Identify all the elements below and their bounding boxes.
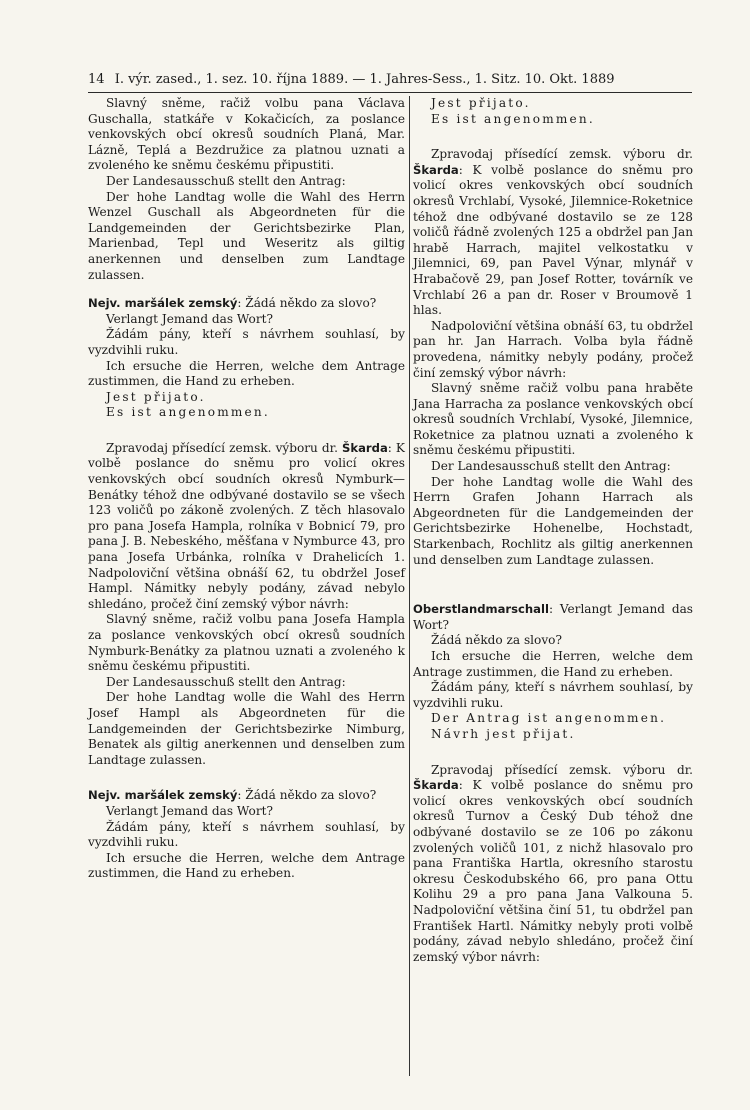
speech-text: : K volbě poslance do sněmu pro volicí okres venkovských obcí soudních okresů Nymburk—Benátky téhož dne odbývané dostavilo se se všech 123 voličů po zákoně zvolených. Z těch hlasovalo pro pana Josefa Hampla, rolníka v Bobnicí 79, pro pana J. B. Nebeského, měšťana v Nymburce 43, pro pana Josefa Urbánka, rolníka v Drahelicích 1. Nadpoloviční většina obnáší 62, tu obdržel Josef Hampl. Námitky nebyly podány, závad nebylo shledáno, pročež činí zemský výbor návrh: (88, 440, 405, 611)
paragraph: Verlangt Jemand das Wort? (106, 311, 273, 326)
paragraph: Der hohe Landtag wolle die Wahl des Herrn Josef Hampl als Abgeordneten für die Landgemeinden der Gerichtsbezirke Nimburg, Benatek als giltig anerkennen und denselben zum Landtage zulassen. (88, 690, 405, 767)
speaker-name: Škarda (342, 440, 388, 455)
speaker-paragraph (88, 788, 405, 804)
paragraph: Ich ersuche die Herren, welche dem Antrage zustimmen, die Hand zu erheben. (88, 850, 405, 881)
speaker-paragraph (88, 296, 405, 312)
paragraph: Der Landesausschuß stellt den Antrag: (106, 674, 346, 689)
right-column (413, 96, 693, 965)
paragraph: Verlangt Jemand das Wort? (106, 803, 273, 818)
page-header (88, 70, 692, 93)
paragraph: Es ist angenommen. (431, 111, 595, 126)
speech-text: : Žádá někdo za slovo? (237, 788, 377, 803)
left-column (88, 96, 405, 882)
speech-text: : Žádá někdo za slovo? (237, 296, 377, 311)
paragraph: Es ist angenommen. (106, 405, 270, 420)
paragraph: Jest přijato. (106, 389, 206, 404)
paragraph: Žádám pány, kteří s návrhem souhlasí, by vyzdvihli ruku. (413, 680, 693, 710)
paragraph: Žádám pány, kteří s návrhem souhlasí, by vyzdvihli ruku. (88, 819, 405, 850)
paragraph: Slavný sněme, račiž volbu pana Josefa Hampla za poslance venkovských obcí okresů soudních Nymburk-Benátky za platnou uznati a zvoleného k sněmu českému připustiti. (88, 612, 405, 674)
paragraph: Ich ersuche die Herren, welche dem Antrage zustimmen, die Hand zu erheben. (88, 358, 405, 389)
page-number: 14 (88, 72, 105, 87)
paragraph: Der Landesausschuß stellt den Antrag: (106, 173, 346, 188)
speaker-paragraph (413, 602, 693, 633)
reporter-intro: Zpravodaj přísedící zemsk. výboru dr. (431, 147, 693, 162)
column-divider (409, 96, 410, 1076)
speech-text: : K volbě poslance do sněmu pro volicí okres venkovských obcí soudních okresů Turnov a Český Dub téhož dne odbývané dostavilo se ze 106 po zákonu zvolených voličů 101, z nichž hlasovalo pro pana Františka Hartla, okresního starostu okresu Českodubského 66, pro pana Ottu Kolihu 29 a pro pana Jana Valkouna 5. Nadpoloviční většina činí 51, tu obdržel pan František Hartl. Námitky nebyly proti volbě podány, závad nebylo shledáno, pročež činí zemský výbor návrh: (413, 778, 693, 964)
reporter-paragraph (413, 147, 693, 319)
speaker-name: Škarda (413, 778, 459, 793)
paragraph: Ich ersuche die Herren, welche dem Antrage zustimmen, die Hand zu erheben. (413, 649, 693, 679)
speaker-name: Škarda (413, 162, 459, 177)
paragraph: Jest přijato. (431, 96, 531, 110)
paragraph: Der hohe Landtag wolle die Wahl des Herrn Wenzel Guschall als Abgeordneten für die Landgemeinden der Gerichtsbezirke Plan, Marienbad, Tepl und Weseritz als giltig anerkennen und denselben zum Landtage zulassen. (88, 189, 405, 282)
paragraph: Slavný sněme, račiž volbu pana Václava Guschalla, statkáře v Kokačicích, za poslance venkovských obcí okresů soudních Planá, Mar. Lázně, Teplá a Bezdružice za platnou uznati a zvoleného ke sněmu českému připustiti. (88, 96, 405, 173)
paragraph: Slavný sněme račiž volbu pana hraběte Jana Harracha za poslance venkovských obcí okresů soudních Vrchlabí, Vysoké, Jilemnice, Roketnice za platnou uznati a zvoleného k sněmu českému připustiti. (413, 381, 693, 458)
reporter-intro: Zpravodaj přísedící zemsk. výboru dr. (431, 762, 693, 777)
paragraph: Der Landesausschuß stellt den Antrag: (431, 459, 671, 474)
speaker-name: Nejv. maršálek zemský (88, 788, 238, 803)
speaker-name: Nejv. maršálek zemský (88, 296, 238, 311)
reporter-intro: Zpravodaj přísedící zemsk. výboru dr. (106, 440, 338, 455)
paragraph: Der hohe Landtag wolle die Wahl des Herrn Grafen Johann Harrach als Abgeordneten für die Landgemeinden der Gerichtsbezirke Hohenelbe, Hochstadt, Starkenbach, Rochlitz als giltig anerkennen und denselben zum Landtage zulassen. (413, 474, 693, 567)
paragraph: Der Antrag ist angenommen. (431, 711, 667, 726)
header-text: I. výr. zased., 1. sez. 10. října 1889. — 1. Jahres-Sess., 1. Sitz. 10. Okt. 1889 (114, 72, 615, 87)
speech-text: : K volbě poslance do sněmu pro volicí okres venkovských obcí soudních okresů Vrchlabí, Vysoké, Jilemnice-Roketnice téhož dne odbývané dostavilo se ze 128 voličů řádně zvolených 125 a obdržel pan Jan hrabě Harrach, majitel velkostatku v Jilemnici, 69, pan Pavel Výnar, mlynář v Hrabačově 29, pan Josef Rotter, továrník ve Vrchlabí 26 a pan dr. Roser v Broumově 1 hlas. (413, 162, 693, 318)
paragraph: Žádám pány, kteří s návrhem souhlasí, by vyzdvihli ruku. (88, 327, 405, 357)
paragraph: Žádá někdo za slovo? (431, 633, 562, 648)
speech-text: : Verlangt Jemand das Wort? (413, 602, 693, 632)
reporter-paragraph (413, 763, 693, 966)
paragraph: Nadpoloviční většina obnáší 63, tu obdržel pan hr. Jan Harrach. Volba byla řádně provedena, námitky nebyly podány, pročež činí zemský výbor návrh: (413, 318, 693, 380)
speaker-name: Oberstlandmarschall (413, 602, 549, 617)
reporter-paragraph (88, 441, 405, 613)
paragraph: Návrh jest přijat. (431, 726, 576, 741)
